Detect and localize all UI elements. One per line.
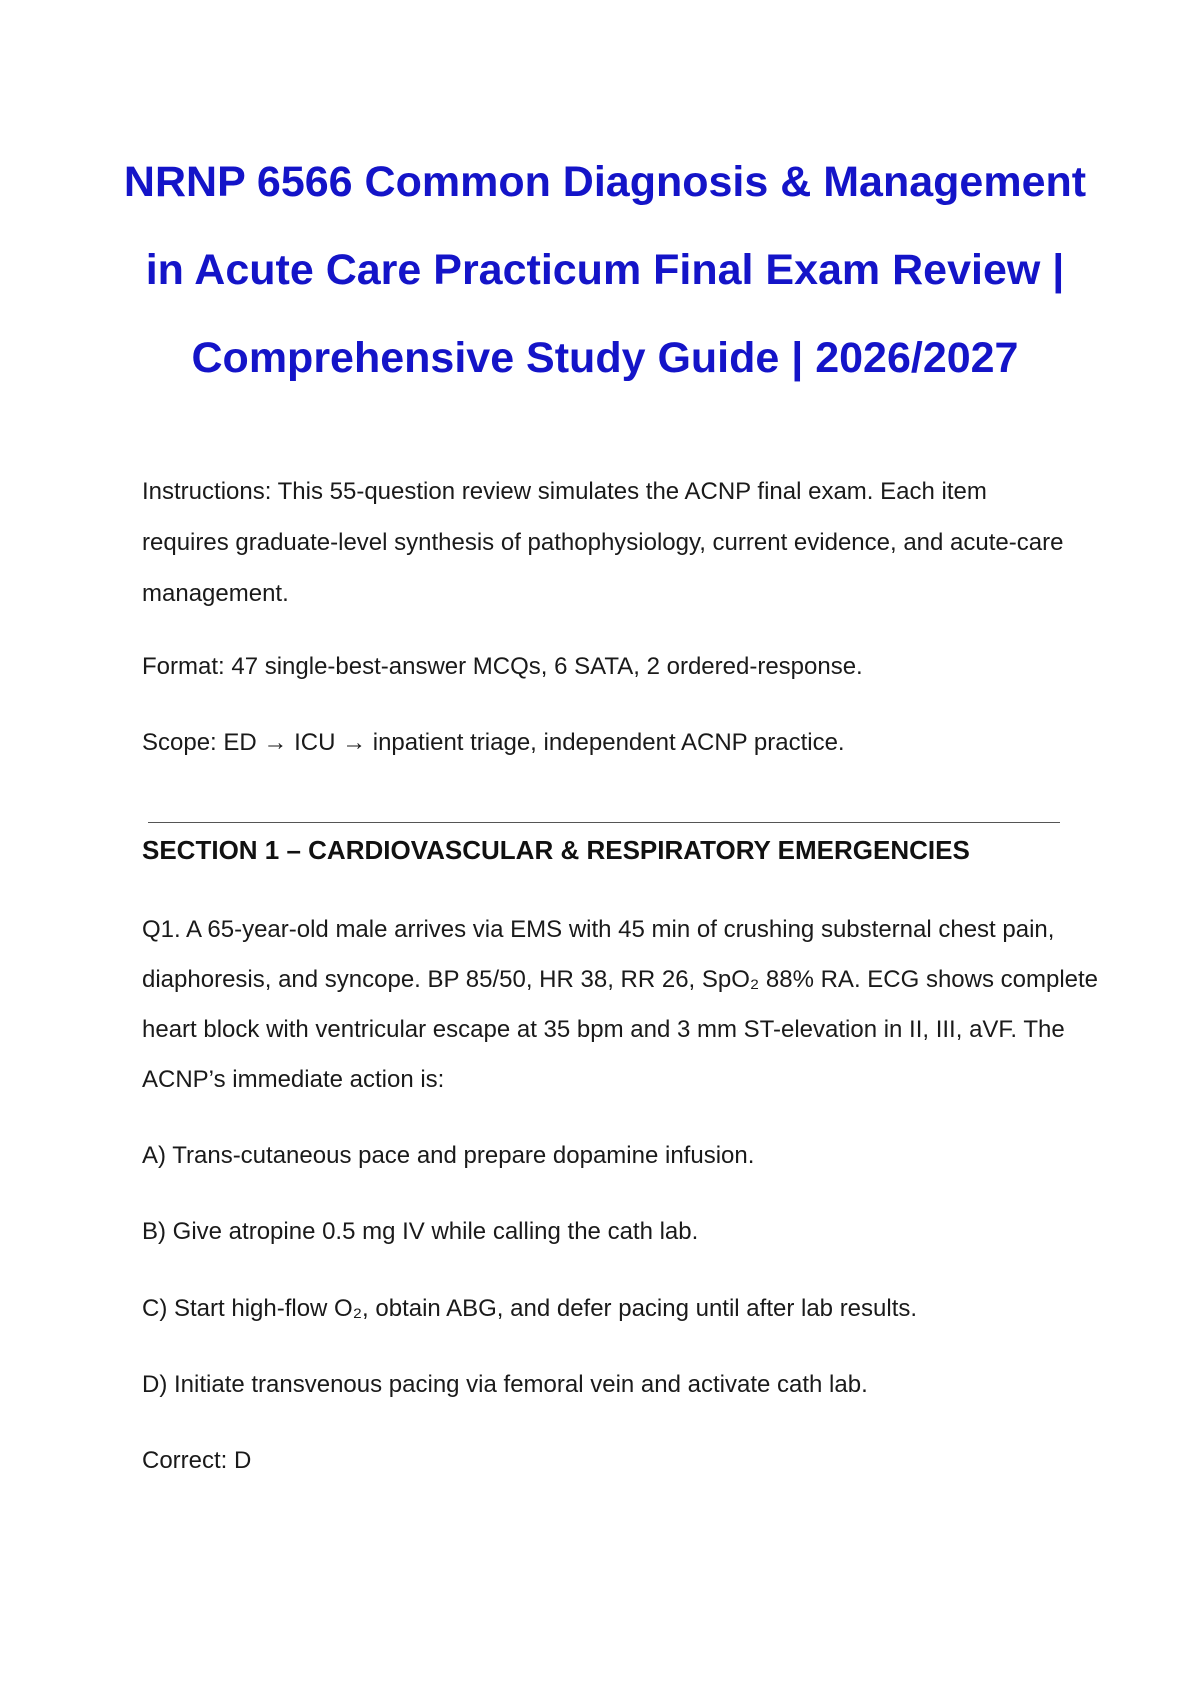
section-divider (148, 822, 1060, 823)
section-heading: SECTION 1 – CARDIOVASCULAR & RESPIRATORY EMERGENCIES (142, 835, 970, 865)
answer-option-b: B) Give atropine 0.5 mg IV while calling the cath lab. (142, 1218, 699, 1245)
question-line-2: diaphoresis, and syncope. BP 85/50, HR 38, RR 26, SpO₂ 88% RA. ECG shows complete (142, 966, 1099, 993)
answer-option-d: D) Initiate transvenous pacing via femoral vein and activate cath lab. (142, 1371, 868, 1398)
instructions-paragraph (142, 466, 1072, 619)
instructions-line-3: management. (142, 580, 289, 607)
instructions-line-1: Instructions: This 55-question review simulates the ACNP final exam. Each item (142, 478, 987, 505)
question-line-3: heart block with ventricular escape at 35 bpm and 3 mm ST-elevation in II, III, aVF. The (142, 1016, 1065, 1043)
question-line-1: Q1. A 65-year-old male arrives via EMS with 45 min of crushing substernal chest pain, (142, 916, 1055, 943)
answer-option-c: C) Start high-flow O₂, obtain ABG, and defer pacing until after lab results. (142, 1295, 918, 1322)
format-text: Format: 47 single-best-answer MCQs, 6 SATA, 2 ordered-response. (142, 653, 863, 680)
title-line-1: NRNP 6566 Common Diagnosis & Management (123, 158, 1087, 206)
question-line-4: ACNP’s immediate action is: (142, 1066, 445, 1093)
title-line-2: in Acute Care Practicum Final Exam Review | (145, 246, 1065, 294)
instructions-line-2: requires graduate-level synthesis of pathophysiology, current evidence, and acute-care (142, 529, 1064, 556)
scope-text: Scope: ED → ICU → inpatient triage, independent ACNP practice. (142, 729, 845, 756)
correct-answer: Correct: D (142, 1447, 252, 1474)
title-line-3: Comprehensive Study Guide | 2026/2027 (191, 334, 1019, 382)
answer-option-a: A) Trans-cutaneous pace and prepare dopamine infusion. (142, 1142, 755, 1169)
document-title (90, 138, 1120, 402)
question-1-stem (142, 905, 1099, 1105)
